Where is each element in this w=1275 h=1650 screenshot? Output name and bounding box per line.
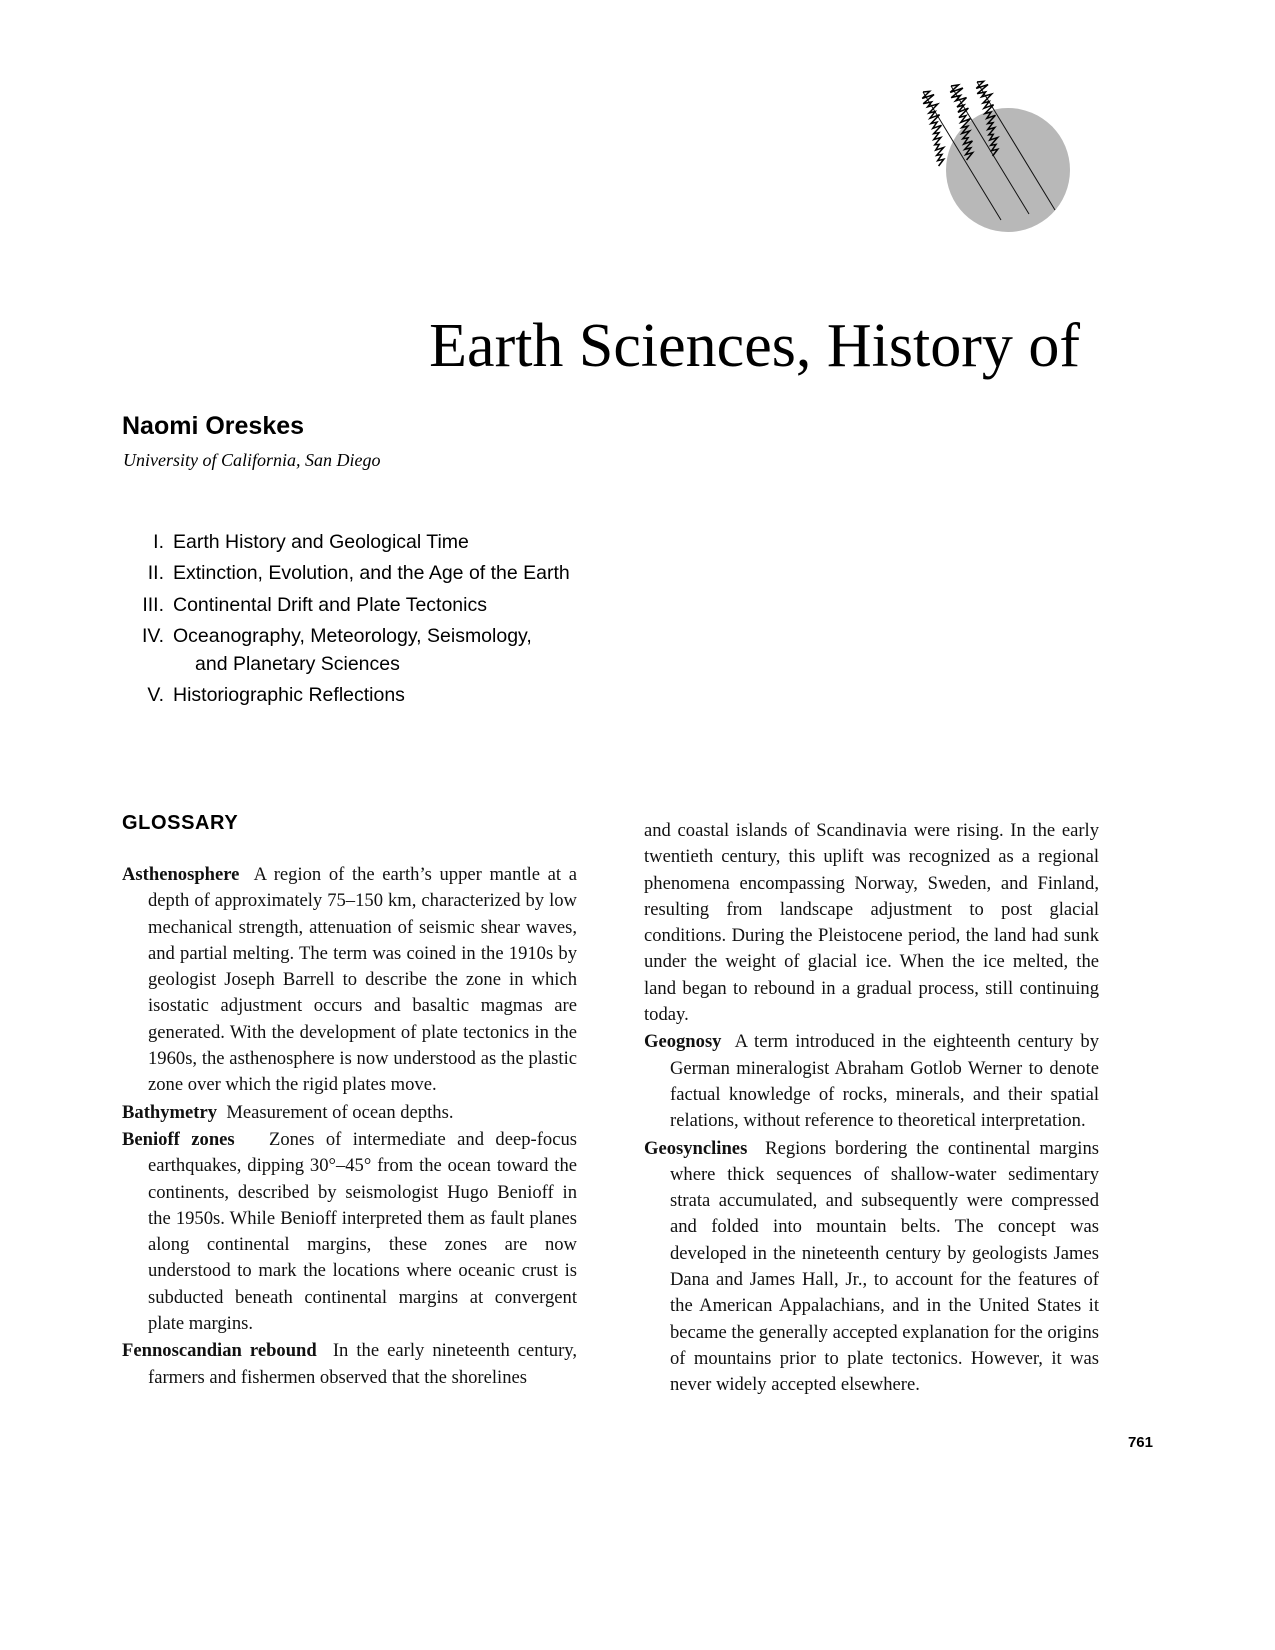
list-item (122, 528, 742, 556)
contents-list (122, 528, 742, 713)
page-title: Earth Sciences, History of (429, 311, 1080, 380)
glossary-entry (122, 1127, 577, 1337)
glossary-term: Bathymetry (122, 1101, 218, 1123)
glossary-term: Asthenosphere (122, 864, 240, 885)
contents-numeral: III. (142, 593, 164, 616)
contents-label: Extinction, Evolution, and the Age of the Earth (173, 562, 570, 585)
contents-label (173, 622, 742, 679)
list-item (122, 681, 742, 709)
contents-numeral: IV. (141, 624, 164, 647)
glossary-definition: Zones of intermediate and deep-focus earthquakes, dipping 30°–45° from the ocean toward the continents, described by seismologist Hugo Benioff in the 1950s. While Benioff interpreted them as fault planes along continental margins, these zones are now understood to mark the locations where oceanic crust is subducted beneath continental margins at convergent plate margins. (148, 1128, 577, 1335)
author-affiliation: University of California, San Diego (123, 450, 381, 470)
glossary-entry-continuation: and coastal islands of Scandinavia were rising. In the early twentieth century, this uplift was recognized as a regional phenomena encompassing Norway, Sweden, and Finland, resulting from landscape adjustment to post glacial conditions. During the Pleistocene period, the land had sunk under the weight of glacial ice. When the ice melted, the land began to rebound in a gradual process, still continuing today. (644, 820, 1099, 1026)
glossary-entry (644, 1029, 1099, 1134)
contents-numeral: II. (147, 562, 164, 585)
author-name: Naomi Oreskes (122, 412, 305, 440)
glossary-entry (122, 1338, 577, 1391)
glossary-column-right (644, 818, 1099, 1400)
contents-label: Earth History and Geological Time (173, 531, 469, 553)
glossary-definition: In the early nineteenth century, farmers and fishermen observed that the shorelines (148, 1340, 577, 1388)
contents-label-line2: and Planetary Sciences (195, 653, 400, 676)
glossary-term: Fennoscandian rebound (122, 1340, 317, 1362)
contents-numeral: I. (153, 531, 164, 553)
glossary-definition: Measurement of ocean depths. (226, 1101, 454, 1123)
glossary-entry (122, 1100, 577, 1126)
glossary-column-left (122, 862, 577, 1392)
glossary-definition: Regions bordering the continental margins where thick sequences of shallow-water sedimentary strata accumulated, and subsequently were compressed and folded into mountain belts. The concept was developed in the nineteenth century by geologists James Dana and James Hall, Jr., to account for the features of the American Appalachians, and in the United States it became the generally accepted explanation for the origins of mountains prior to plate tectonics. However, it was never widely accepted elsewhere. (670, 1137, 1100, 1396)
glossary-term: Benioff zones (122, 1128, 235, 1150)
glossary-entry (644, 1136, 1099, 1399)
seismogram-logo (905, 80, 1090, 260)
list-item (122, 559, 742, 587)
list-item (122, 622, 742, 679)
contents-numeral: V. (147, 684, 164, 707)
list-item (122, 591, 742, 619)
glossary-heading: GLOSSARY (122, 812, 239, 834)
glossary-definition: A term introduced in the eighteenth century by German mineralogist Abraham Gotlob Werner to denote factual knowledge of rocks, minerals, and their spatial relations, without reference to theoretical interpretation. (670, 1031, 1099, 1132)
glossary-term: Geosynclines (644, 1137, 748, 1159)
page-number: 761 (1127, 1434, 1153, 1451)
glossary-definition: A region of the earth’s upper mantle at a depth of approximately 75–150 km, characterized by low mechanical strength, attenuation of seismic shear waves, and partial melting. The term was coined in the 1910s by geologist Joseph Barrell to describe the zone in which isostatic adjustment occurs and basaltic magmas are generated. With the development of plate tectonics in the 1960s, the asthenosphere is now understood as the plastic zone over which the rigid plates move. (148, 864, 577, 1096)
contents-label: Historiographic Reflections (173, 684, 405, 707)
glossary-term: Geognosy (644, 1031, 722, 1053)
glossary-entry (122, 862, 577, 1099)
contents-label: Continental Drift and Plate Tectonics (173, 593, 487, 616)
contents-label-line1: Oceanography, Meteorology, Seismology, (173, 624, 532, 647)
